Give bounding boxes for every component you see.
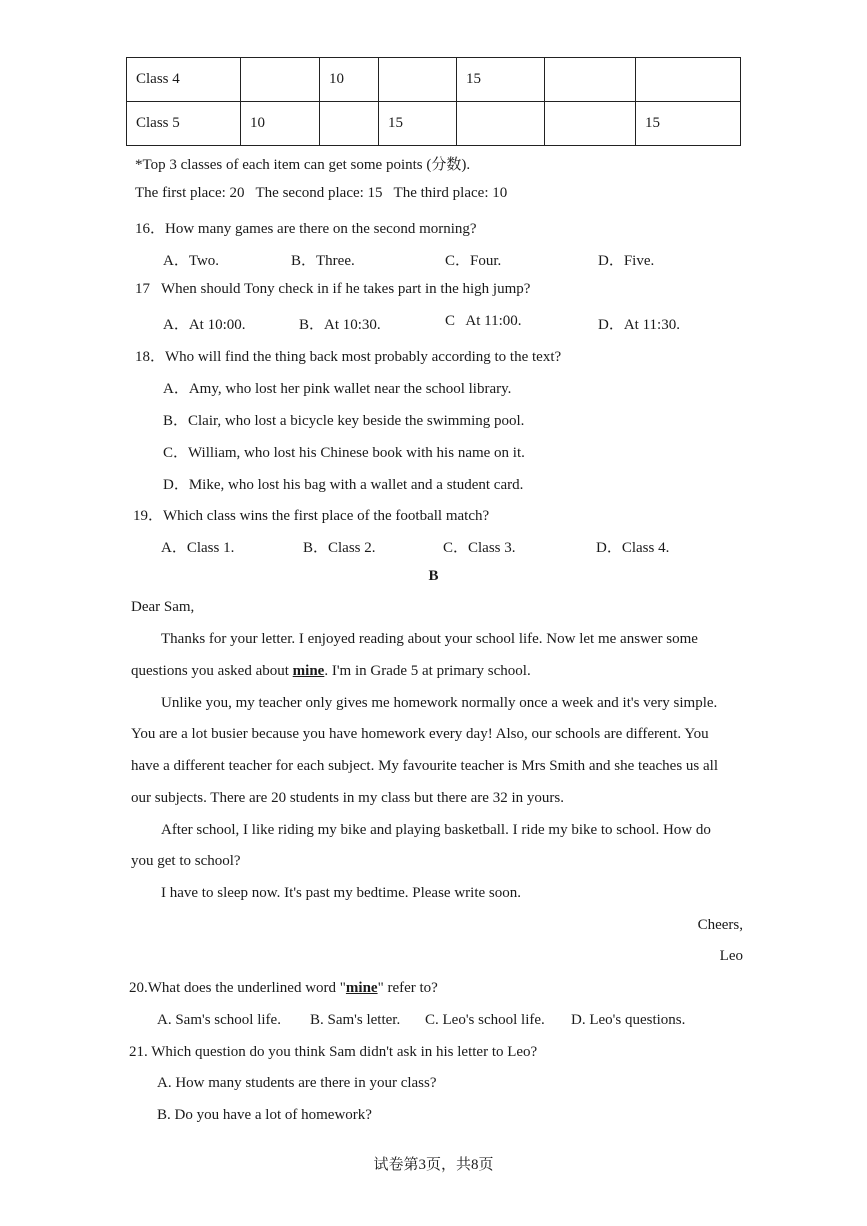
page-footer: 试卷第3页，共8页 xyxy=(373,1157,494,1173)
letter-paragraph-3-line-2: you get to school? xyxy=(131,853,241,869)
table-cell xyxy=(457,102,545,146)
table-cell: 10 xyxy=(241,102,320,146)
text-segment: questions you asked about xyxy=(131,663,293,679)
q18-option-a: A．Amy, who lost her pink wallet near the school library. xyxy=(163,381,512,397)
question-20-stem xyxy=(129,980,438,997)
q17-option-a: A．At 10:00. xyxy=(163,317,246,333)
letter-paragraph-1-line-1: Thanks for your letter. I enjoyed reading about your school life. Now let me answer some xyxy=(161,631,698,647)
letter-signature: Leo xyxy=(719,948,743,964)
question-19-stem: 19．Which class wins the first place of the football match? xyxy=(133,508,490,524)
q16-option-d: D．Five. xyxy=(598,253,655,269)
q21-option-a: A. How many students are there in your class? xyxy=(157,1075,437,1091)
scores-table xyxy=(126,57,741,146)
letter-greeting: Dear Sam, xyxy=(131,599,195,615)
points-note: *Top 3 classes of each item can get some points (分数). xyxy=(135,157,471,173)
table-cell: 15 xyxy=(457,58,545,102)
q17-option-d: D．At 11:30. xyxy=(598,317,680,333)
q19-option-a: A．Class 1. xyxy=(161,540,235,556)
text-segment: 20.What does the underlined word " xyxy=(129,980,346,996)
table-cell: 10 xyxy=(320,58,379,102)
table-cell xyxy=(636,58,741,102)
q16-option-c: C．Four. xyxy=(445,253,502,269)
table-cell xyxy=(545,58,636,102)
table-cell: Class 4 xyxy=(127,58,241,102)
table-cell: 15 xyxy=(379,102,457,146)
table-cell xyxy=(320,102,379,146)
places-note: The first place: 20 The second place: 15 The third place: 10 xyxy=(135,185,508,201)
question-18-stem: 18．Who will find the thing back most probably according to the text? xyxy=(135,349,562,365)
q21-option-b: B. Do you have a lot of homework? xyxy=(157,1107,372,1123)
question-17-stem: 17 When should Tony check in if he takes part in the high jump? xyxy=(135,281,531,297)
text-segment: " refer to? xyxy=(377,980,438,996)
question-21-stem: 21. Which question do you think Sam didn't ask in his letter to Leo? xyxy=(129,1044,538,1060)
table-row xyxy=(127,58,741,102)
q16-option-b: B．Three. xyxy=(291,253,355,269)
table-cell xyxy=(241,58,320,102)
q18-option-c: C．William, who lost his Chinese book with his name on it. xyxy=(163,445,525,461)
q18-option-d: D．Mike, who lost his bag with a wallet and a student card. xyxy=(163,477,524,493)
question-16-stem: 16．How many games are there on the second morning? xyxy=(135,221,477,237)
q20-option-c: C. Leo's school life. xyxy=(425,1012,545,1028)
letter-paragraph-2-line-2: You are a lot busier because you have homework every day! Also, our schools are different. You xyxy=(131,726,709,742)
q19-option-b: B．Class 2. xyxy=(303,540,376,556)
table-cell: Class 5 xyxy=(127,102,241,146)
q20-option-a: A. Sam's school life. xyxy=(157,1012,281,1028)
q17-option-c: C At 11:00. xyxy=(445,313,522,329)
q20-option-d: D. Leo's questions. xyxy=(571,1012,686,1028)
letter-paragraph-3-line-1: After school, I like riding my bike and playing basketball. I ride my bike to school. How do xyxy=(161,822,711,838)
q18-option-b: B．Clair, who lost a bicycle key beside the swimming pool. xyxy=(163,413,525,429)
letter-paragraph-2-line-1: Unlike you, my teacher only gives me homework normally once a week and it's very simple. xyxy=(161,695,718,711)
q19-option-d: D．Class 4. xyxy=(596,540,670,556)
q17-option-b: B．At 10:30. xyxy=(299,317,381,333)
letter-paragraph-2-line-3: have a different teacher for each subject. My favourite teacher is Mrs Smith and she teaches us all xyxy=(131,758,718,774)
letter-paragraph-2-line-4: our subjects. There are 20 students in my class but there are 32 in yours. xyxy=(131,790,564,806)
text-segment: . I'm in Grade 5 at primary school. xyxy=(324,663,531,679)
q19-option-c: C．Class 3. xyxy=(443,540,516,556)
letter-paragraph-4: I have to sleep now. It's past my bedtime. Please write soon. xyxy=(161,885,521,901)
table-row xyxy=(127,102,741,146)
q20-option-b: B. Sam's letter. xyxy=(310,1012,401,1028)
table-cell xyxy=(545,102,636,146)
q16-option-a: A．Two. xyxy=(163,253,220,269)
table-cell: 15 xyxy=(636,102,741,146)
section-heading: B xyxy=(428,568,439,584)
table-cell xyxy=(379,58,457,102)
letter-paragraph-1-line-2 xyxy=(131,663,531,680)
underlined-word: mine xyxy=(345,980,378,996)
underlined-word: mine xyxy=(292,663,325,679)
letter-closing: Cheers, xyxy=(697,917,743,933)
